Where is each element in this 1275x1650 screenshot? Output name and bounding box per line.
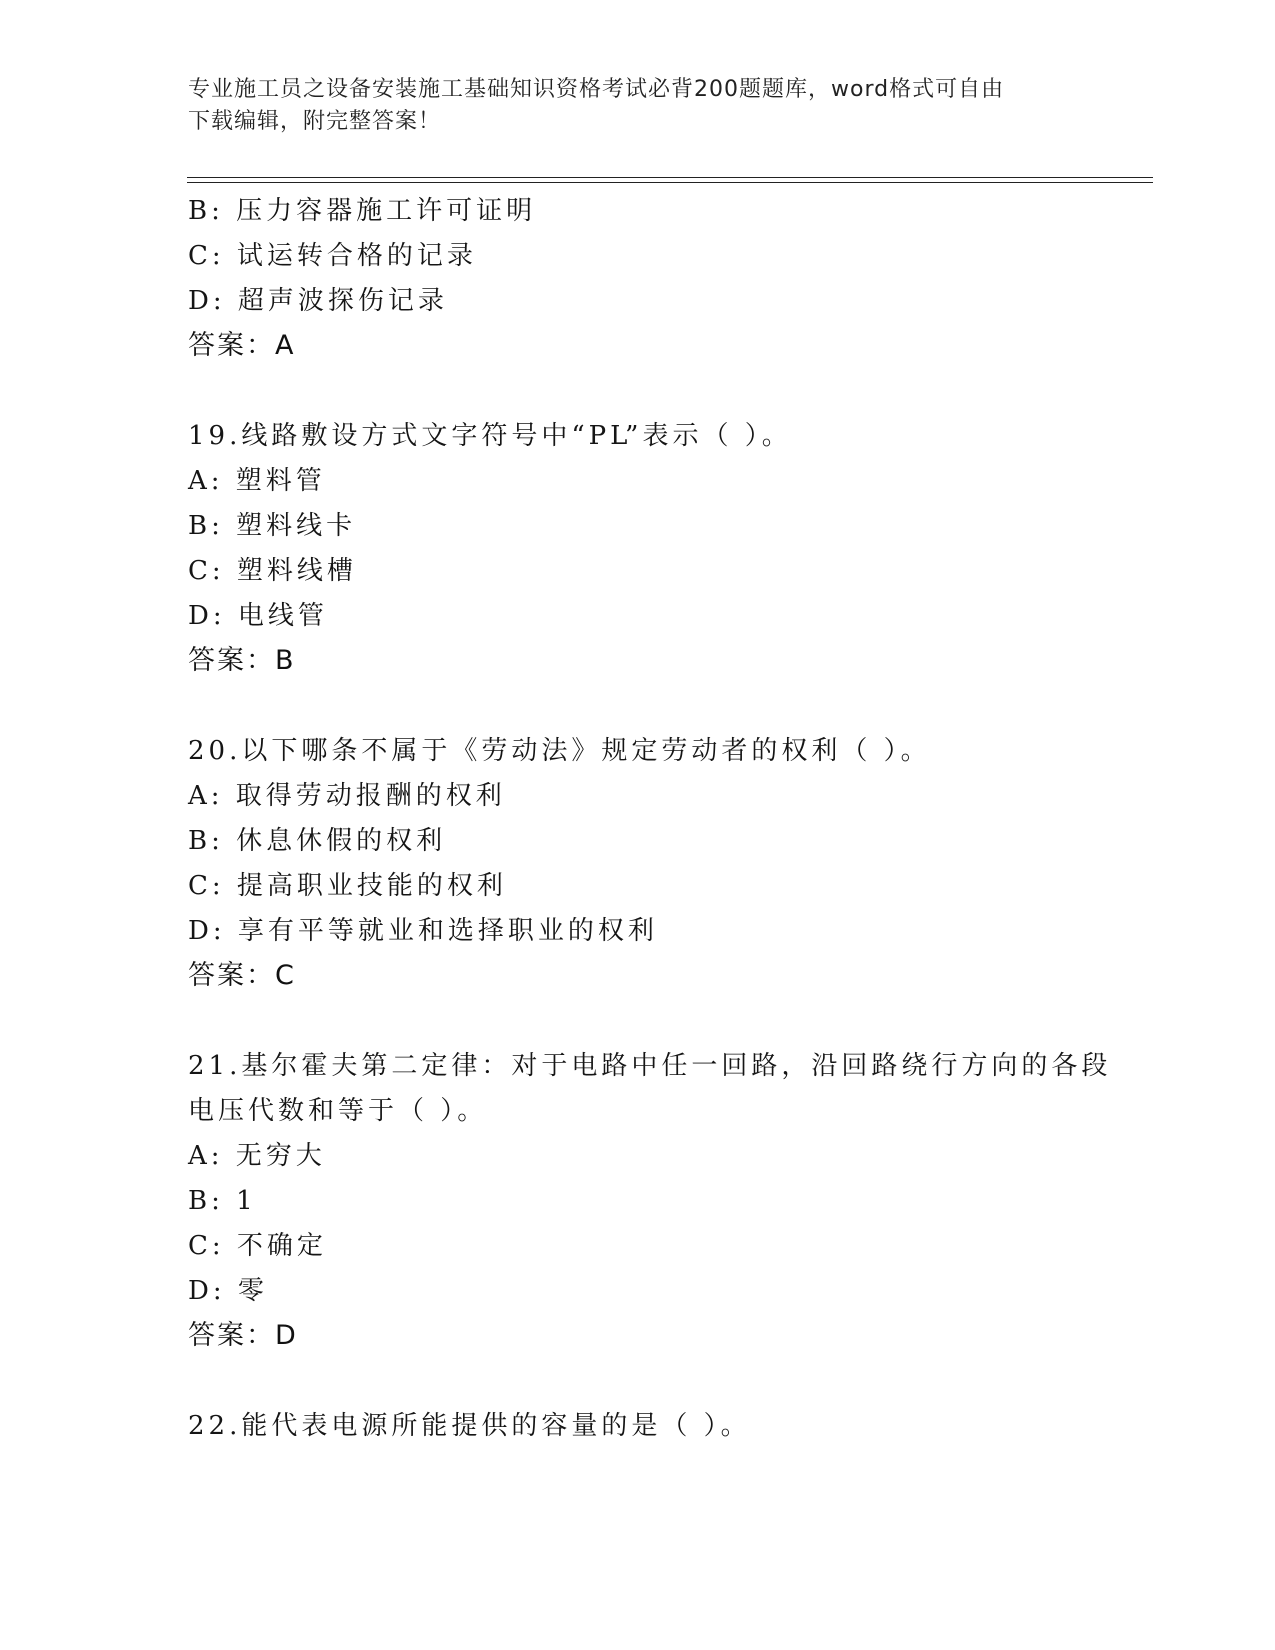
- q18-option-d: D: 超声波探伤记录: [188, 286, 448, 316]
- q21-question-line-1: 21.基尔霍夫第二定律：对于电路中任一回路，沿回路绕行方向的各段: [188, 1051, 1112, 1081]
- q20-option-b: B: 休息休假的权利: [188, 826, 447, 856]
- q21-option-d: D: 零: [188, 1276, 268, 1306]
- q19-option-a: A: 塑料管: [188, 466, 326, 496]
- q19-option-b: B: 塑料线卡: [188, 511, 357, 541]
- q18-option-b: B: 压力容器施工许可证明: [188, 196, 537, 226]
- q19-option-c: C: 塑料线槽: [188, 556, 357, 586]
- q20-option-a: A: 取得劳动报酬的权利: [188, 781, 506, 811]
- q18-option-c: C: 试运转合格的记录: [188, 241, 477, 271]
- q20-question: 20.以下哪条不属于《劳动法》规定劳动者的权利（ ）。: [188, 736, 931, 766]
- q22-question: 22.能代表电源所能提供的容量的是（ ）。: [188, 1411, 751, 1441]
- header-line-2: 下载编辑，附完整答案！: [188, 109, 442, 134]
- document-header: [188, 74, 1068, 138]
- header-rule-bottom: [187, 182, 1153, 183]
- q21-question-line-2: 电压代数和等于（ ）。: [188, 1096, 488, 1126]
- q20-option-d: D: 享有平等就业和选择职业的权利: [188, 916, 658, 946]
- q21-option-c: C: 不确定: [188, 1231, 327, 1261]
- header-line-1: 专业施工员之设备安装施工基础知识资格考试必背200题题库，word格式可自由: [188, 77, 1005, 102]
- q21-answer: 答案：D: [188, 1320, 298, 1351]
- q19-option-d: D: 电线管: [188, 601, 328, 631]
- q18-answer: 答案：A: [188, 330, 296, 361]
- q20-option-c: C: 提高职业技能的权利: [188, 871, 507, 901]
- q20-answer: 答案：C: [188, 960, 296, 991]
- q19-question: 19.线路敷设方式文字符号中“PL”表示（ ）。: [188, 421, 792, 451]
- header-rule-top: [187, 177, 1153, 178]
- q21-option-b: B: 1: [188, 1186, 257, 1216]
- q21-option-a: A: 无穷大: [188, 1141, 326, 1171]
- q19-answer: 答案：B: [188, 645, 296, 676]
